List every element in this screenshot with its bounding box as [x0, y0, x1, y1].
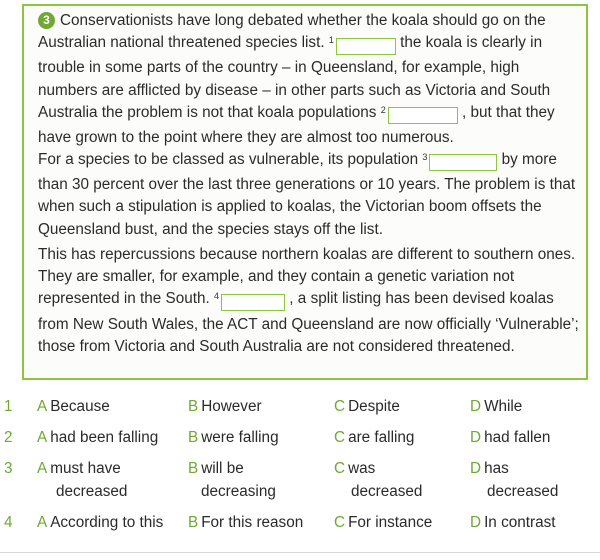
option-1c[interactable]: C Despite — [334, 398, 400, 415]
paragraph-1-text-a: Conservationists have long debated whether the koala should go on the Australian national threatened species list. — [38, 12, 546, 52]
gap-2-box[interactable] — [388, 107, 458, 124]
question-number: 3 — [4, 460, 13, 477]
option-2a[interactable]: A had been falling — [37, 429, 159, 446]
gap-2[interactable] — [381, 105, 458, 127]
paragraph-3-text-a: This has repercussions because northern koalas are different to southern ones. They are smaller, for example, and they contain a genetic variation not represented in the South. — [38, 246, 576, 308]
gap-2-number: 2 — [380, 104, 386, 115]
option-2b[interactable]: B were falling — [188, 429, 279, 446]
paragraph-2 — [38, 149, 583, 241]
option-3a[interactable]: A must have — [37, 460, 121, 477]
paragraph-2-text-a: For a species to be classed as vulnerable, its population — [38, 151, 423, 168]
option-3a-line-2: decreased — [56, 483, 128, 500]
paragraph-2-text-b: by more than 30 percent over the last three generations or 10 years. The problem is that when such a stipulation is applied to koalas, the Victorian boom offsets the Queensland bust, and the species stays off the list. — [38, 151, 576, 238]
gap-4-box[interactable] — [221, 294, 285, 311]
paragraph-3-text-b: , a split listing has been devised koalas from New South Wales, the ACT and Queensland are now officially ‘Vulnerable’; those from Victoria and South Australia are not considered threatened. — [38, 290, 579, 355]
option-4c[interactable]: C For instance — [334, 514, 433, 531]
paragraph-3 — [38, 244, 583, 358]
option-2c[interactable]: C are falling — [334, 429, 415, 446]
option-3d-line-2: decreased — [487, 483, 559, 500]
exercise-number-badge: 3 — [38, 12, 55, 29]
option-4a[interactable]: A According to this — [37, 514, 164, 531]
paragraph-1 — [38, 10, 583, 149]
paragraph-1-text-c: , but that they have grown to the point where they are almost too numerous. — [38, 103, 555, 147]
question-number: 2 — [4, 429, 13, 446]
question-number: 4 — [4, 514, 13, 531]
paragraph-1-text-b: the koala is clearly in trouble in some parts of the country – in Queensland, for example, high numbers are afflicted by disease – in other parts such as Victoria and South Australia the problem is not that koala populations — [38, 34, 551, 121]
gap-3[interactable] — [422, 152, 497, 174]
options-row-3 — [0, 458, 600, 504]
option-3c[interactable]: C was — [334, 460, 376, 477]
gap-1-number: 1 — [328, 35, 334, 46]
gap-1-box[interactable] — [336, 38, 396, 55]
option-3b[interactable]: B will be — [188, 460, 244, 477]
bottom-divider — [0, 552, 600, 553]
option-1d[interactable]: D While — [470, 398, 523, 415]
passage-box — [22, 4, 588, 380]
answer-options — [0, 388, 600, 548]
option-1b[interactable]: B However — [188, 398, 262, 415]
option-3d[interactable]: D has — [470, 460, 509, 477]
option-2d[interactable]: D had fallen — [470, 429, 551, 446]
option-4d[interactable]: D In contrast — [470, 514, 556, 531]
question-number: 1 — [4, 398, 13, 415]
gap-1[interactable] — [329, 35, 396, 57]
option-4b[interactable]: B For this reason — [188, 514, 304, 531]
option-3c-line-2: decreased — [351, 483, 423, 500]
gap-3-number: 3 — [422, 152, 428, 162]
gap-3-box[interactable] — [429, 154, 497, 171]
option-1a[interactable]: A Because — [37, 398, 110, 415]
option-3b-line-2: decreasing — [201, 483, 276, 500]
gap-4-number: 4 — [214, 291, 220, 302]
gap-4[interactable] — [214, 291, 285, 313]
